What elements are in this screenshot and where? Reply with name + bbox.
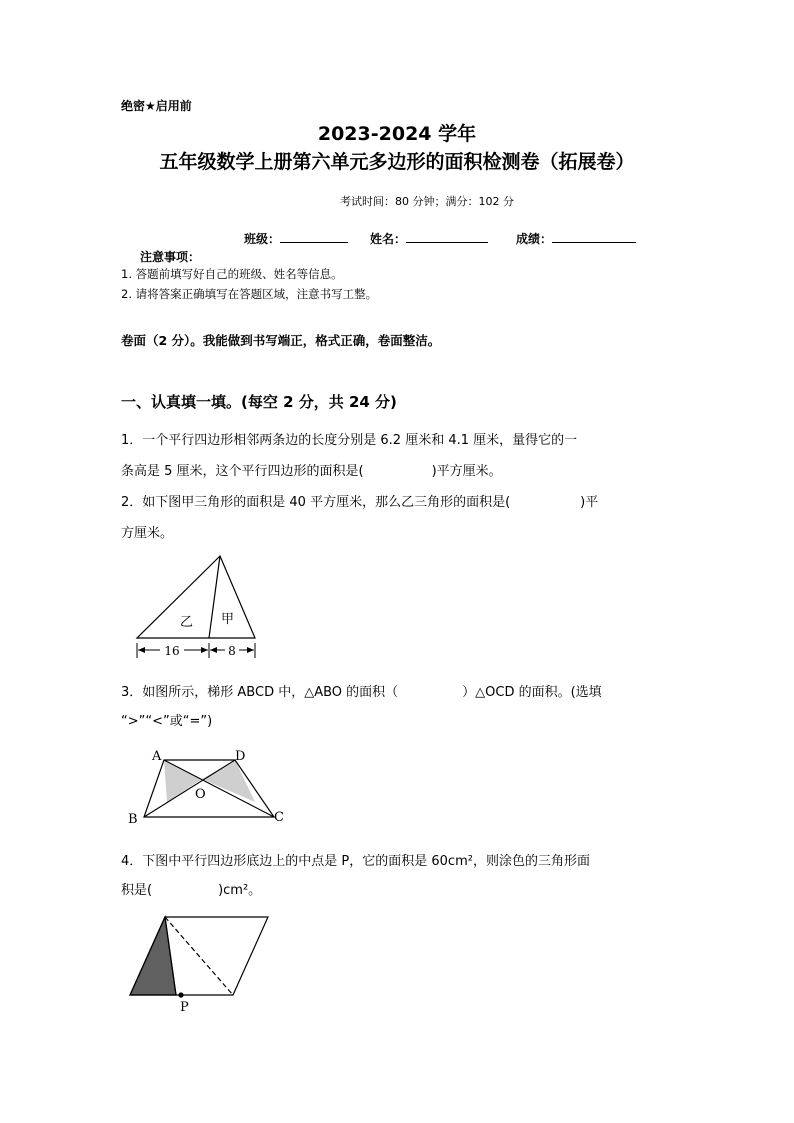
q3-trapezoid-figure: [125, 745, 290, 827]
midpoint-p-label: P: [180, 1000, 189, 1015]
score-blank[interactable]: [552, 230, 636, 243]
class-blank[interactable]: [280, 230, 348, 243]
exam-title: 五年级数学上册第六单元多边形的面积检测卷（拓展卷）: [159, 151, 635, 173]
class-field[interactable]: [244, 230, 348, 247]
name-blank[interactable]: [406, 230, 488, 243]
midpoint-p-dot: [178, 992, 183, 997]
point-o: O: [195, 787, 206, 802]
shaded-triangle: [130, 917, 176, 995]
arrow-head: [138, 647, 145, 653]
vertex-d: D: [235, 749, 246, 764]
name-label: 姓名：: [370, 232, 407, 246]
vertex-a: A: [152, 749, 162, 764]
q1-text: 条高是 5 厘米，这个平行四边形的面积是(: [121, 464, 364, 479]
q2-line1: [121, 491, 598, 510]
class-label: 班级：: [244, 232, 281, 246]
divider-line: [209, 556, 220, 638]
q3-text: 3．如图所示，梯形 ABCD 中，△ABO 的面积（: [121, 685, 399, 700]
q1-line1: 1．一个平行四边形相邻两条边的长度分别是 6.2 厘米和 4.1 厘米，量得它的一: [121, 433, 578, 448]
q4-text: )cm²。: [218, 883, 262, 898]
section-title: 一、认真填一填。(每空 2 分，共 24 分): [121, 393, 397, 411]
q4-text: 积是(: [121, 883, 153, 898]
q3-line1: [121, 681, 602, 700]
vertex-c: C: [274, 810, 284, 825]
arrow-head: [201, 647, 208, 653]
big-triangle: [137, 556, 255, 638]
trapezoid: [144, 760, 274, 817]
dim-left-label: 16: [164, 644, 180, 658]
score-field[interactable]: [516, 230, 636, 247]
label-yi: 乙: [180, 615, 194, 630]
dim-right-label: 8: [228, 644, 236, 658]
vertex-b: B: [128, 812, 138, 827]
q4-parallelogram-figure: [125, 912, 275, 1017]
q3-line2: “>”“<”或“=”): [121, 714, 213, 729]
exam-meta: 考试时间：80 分钟；满分：102 分: [340, 195, 514, 208]
dashed-diagonal: [165, 917, 233, 995]
q4-line2: [121, 879, 261, 898]
score-label: 成绩：: [516, 232, 553, 246]
q4-line1: 4．下图中平行四边形底边上的中点是 P，它的面积是 60cm²，则涂色的三角形面: [121, 854, 590, 869]
surface-requirement: 卷面（2 分）。我能做到书写端正，格式正确，卷面整洁。: [121, 333, 441, 348]
q2-text: )平: [580, 495, 599, 510]
arrow-head: [210, 647, 217, 653]
shaded-triangle-ocd: [202, 760, 255, 802]
q1-line2: [121, 460, 502, 479]
q2-text: 2．如下图甲三角形的面积是 40 平方厘米，那么乙三角形的面积是(: [121, 495, 511, 510]
exam-year: 2023-2024 学年: [317, 123, 477, 145]
q2-triangle-figure: [130, 552, 265, 662]
notes-heading: 注意事项：: [140, 250, 201, 264]
q3-text: ）△OCD 的面积。(选填: [462, 685, 602, 700]
q1-text: )平方厘米。: [431, 464, 502, 479]
label-jia: 甲: [221, 612, 235, 627]
note-item: 2. 请将答案正确填写在答题区域，注意书写工整。: [121, 287, 378, 301]
secret-label: 绝密★启用前: [121, 99, 192, 113]
q2-line2: 方厘米。: [121, 526, 174, 541]
arrow-head: [247, 647, 254, 653]
diagonal-bd: [144, 760, 235, 817]
name-field[interactable]: [370, 230, 488, 247]
note-item: 1. 答题前填写好自己的班级、姓名等信息。: [121, 267, 343, 281]
